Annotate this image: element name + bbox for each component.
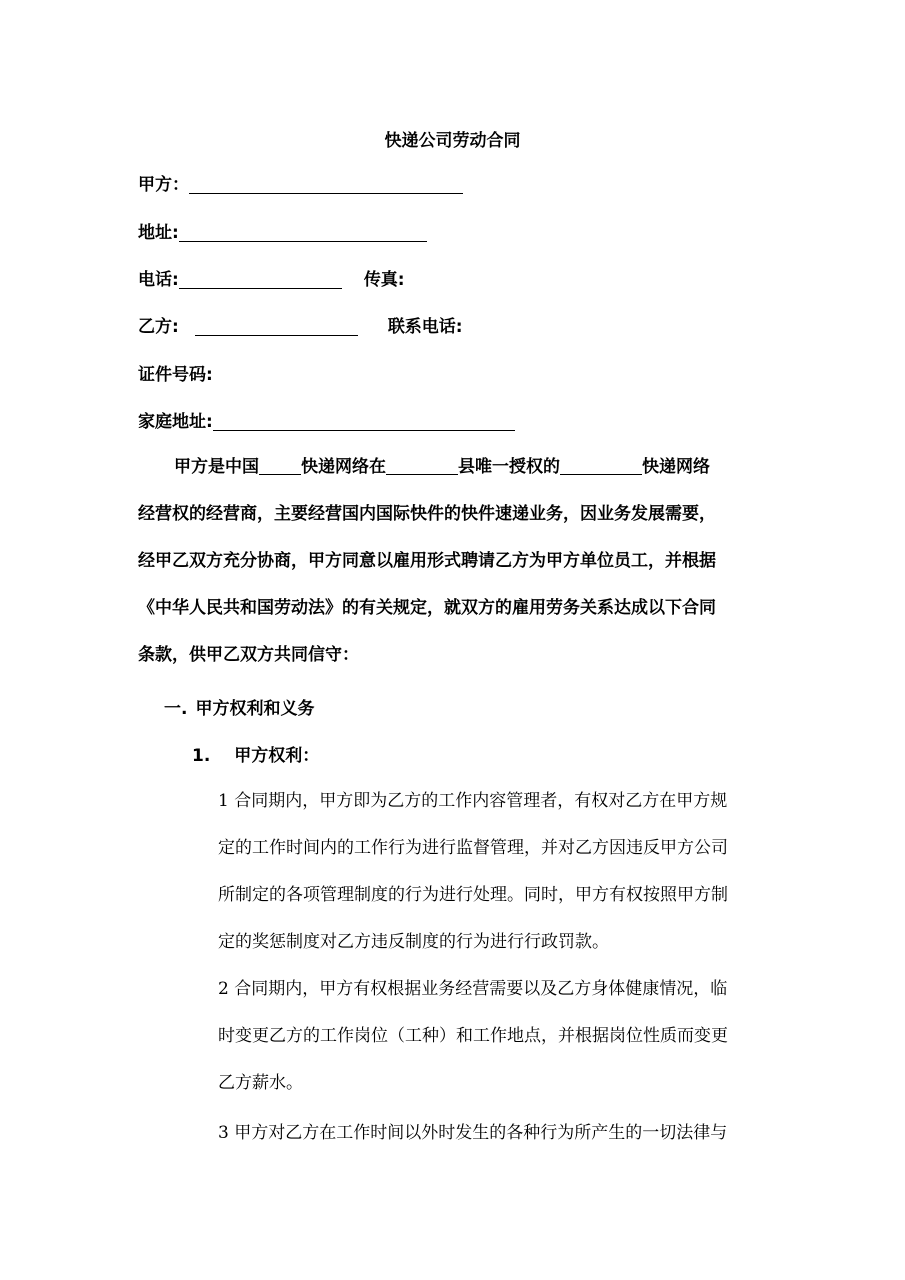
phone-label: 电话: [138,270,179,290]
subsection-1-heading [192,741,319,766]
clause-2-line-2: 时变更乙方的工作岗位（工种）和工作地点，并根据岗位性质而变更 [218,1026,728,1046]
section-1-heading [164,694,314,719]
clause-1-line-4: 定的奖惩制度对乙方违反制度的行为进行行政罚款。 [218,932,609,952]
phone-blank [179,271,342,289]
clause-1-line-3: 所制定的各项管理制度的行为进行处理。同时，甲方有权按照甲方制 [218,885,728,905]
party-a-field [138,174,463,196]
id-number-label: 证件号码: [138,365,213,385]
clause-2-line-3: 乙方薪水。 [218,1073,303,1093]
party-b-field [138,316,463,338]
clause-1-line-2: 定的工作时间内的工作行为进行监督管理，并对乙方因违反甲方公司 [218,838,728,858]
home-address-label: 家庭地址: [138,412,213,432]
intro-line-3: 经甲乙双方充分协商，甲方同意以雇用形式聘请乙方为甲方单位员工，并根据 [138,551,716,571]
intro-blank-county [386,457,458,475]
phone-fax-field [138,269,405,291]
intro-line-5: 条款，供甲乙双方共同信守： [138,645,359,665]
document-title: 快递公司劳动合同 [384,131,521,151]
fax-label: 传真: [363,270,405,290]
address-field [138,222,427,244]
party-b-blank [195,318,358,336]
clause-3 [218,1110,770,1157]
clause-1-line-1: 1 合同期内，甲方即为乙方的工作内容管理者，有权对乙方在甲方规 [218,791,728,811]
address-blank [179,224,427,242]
clause-3-line-1: 3 甲方对乙方在工作时间以外时发生的各种行为所产生的一切法律与 [218,1123,728,1143]
contact-phone-label: 联系电话: [387,317,463,337]
address-label: 地址: [138,223,179,243]
intro-blank-brand [560,457,642,475]
subsection-1-number: 1. [192,746,211,766]
intro-blank-network [259,457,301,475]
intro-paragraph [138,444,770,679]
section-1-title: 甲方权利和义务 [195,699,315,719]
home-address-blank [213,413,515,431]
party-b-label: 乙方: [138,317,179,337]
section-1-number: 一. [164,699,188,719]
id-number-field [138,364,213,386]
party-a-label: 甲方： [138,175,189,195]
clause-2 [218,966,770,1107]
home-address-field [138,411,515,433]
clause-2-line-1: 2 合同期内，甲方有权根据业务经营需要以及乙方身体健康情况，临 [218,979,728,999]
clause-1 [218,778,770,966]
intro-line-4: 《中华人民共和国劳动法》的有关规定，就双方的雇用劳务关系达成以下合同 [138,598,716,618]
subsection-1-title: 甲方权利： [234,746,320,766]
party-a-blank [189,176,463,194]
intro-line-1: 甲方是中国 快递网络在 县唯一授权的 快递网络 [174,457,710,477]
intro-line-2: 经营权的经营商，主要经营国内国际快件的快件速递业务，因业务发展需要， [138,504,716,524]
